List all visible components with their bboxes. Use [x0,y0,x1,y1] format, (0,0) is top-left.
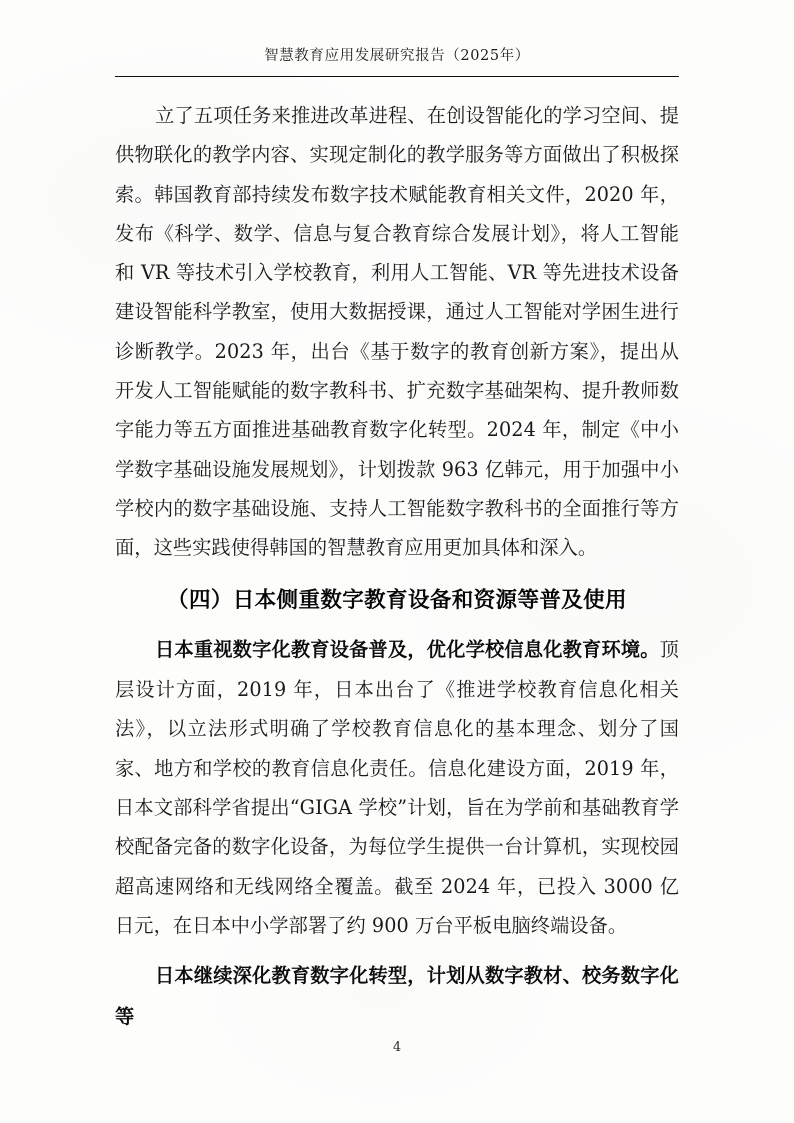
paragraph-lead-sentence: 日本重视数字化教育设备普及，优化学校信息化教育环境。 [155,639,660,661]
paragraph-japan-next [115,956,679,1037]
paragraph-text: 立了五项任务来推进改革进程、在创设智能化的学习空间、提供物联化的教学内容、实现定制化的教学服务等方面做出了积极探索。韩国教育部持续发布数字技术赋能教育相关文件，2020 年，发布《科学、数学、信息与复合教育综合发展计划》，将人工智能和 VR 等技术引入学校教育，利用人工智能、VR 等先进技术设备建设智能科学教室，使用大数据授课，通过人工智能对学困生进行诊断教学。2023 年，出台《基于数字的教育创新方案》，提出从开发人工智能赋能的数字教科书、扩充数字基础架构、提升教师数字能力等五方面推进基础教育数字化转型。2024 年，制定《中小学数字基础设施发展规划》，计划拨款 963 亿韩元，用于加强中小学校内的数字基础设施、支持人工智能数字教科书的全面推行等方面，这些实践使得韩国的智慧教育应用更加具体和深入。 [115,104,679,560]
paragraph-korea-continued [115,96,679,568]
section-heading-four: （四）日本侧重数字教育设备和资源等普及使用 [167,587,627,613]
paragraph-text: 顶层设计方面，2019 年，日本出台了《推进学校教育信息化相关法》，以立法形式明确了学校教育信息化的基本理念、划分了国家、地方和学校的教育信息化责任。信息化建设方面，2019 年，日本文部科学省提出“GIGA 学校”计划，旨在为学前和基础教育学校配备完备的数字化设备，为每位学生提供一台计算机，实现校园超高速网络和无线网络全覆盖。截至 2024 年，已投入 3000 亿日元，在日本中小学部署了约 900 万台平板电脑终端设备。 [115,637,679,937]
paragraph-japan-overview [115,630,679,945]
heading-spacer-bottom [115,620,679,630]
page-number: 4 [392,1040,402,1055]
paragraph-spacer [115,945,679,956]
paragraph-lead-sentence: 日本继续深化教育数字化转型，计划从数字教材、校务数字化等 [115,966,679,1028]
running-header [115,48,679,65]
heading-spacer-top [115,568,679,581]
page-body [115,96,679,1037]
header-rule-divider [115,76,679,77]
header-title: 智慧教育应用发展研究报告（2025年） [264,48,530,64]
